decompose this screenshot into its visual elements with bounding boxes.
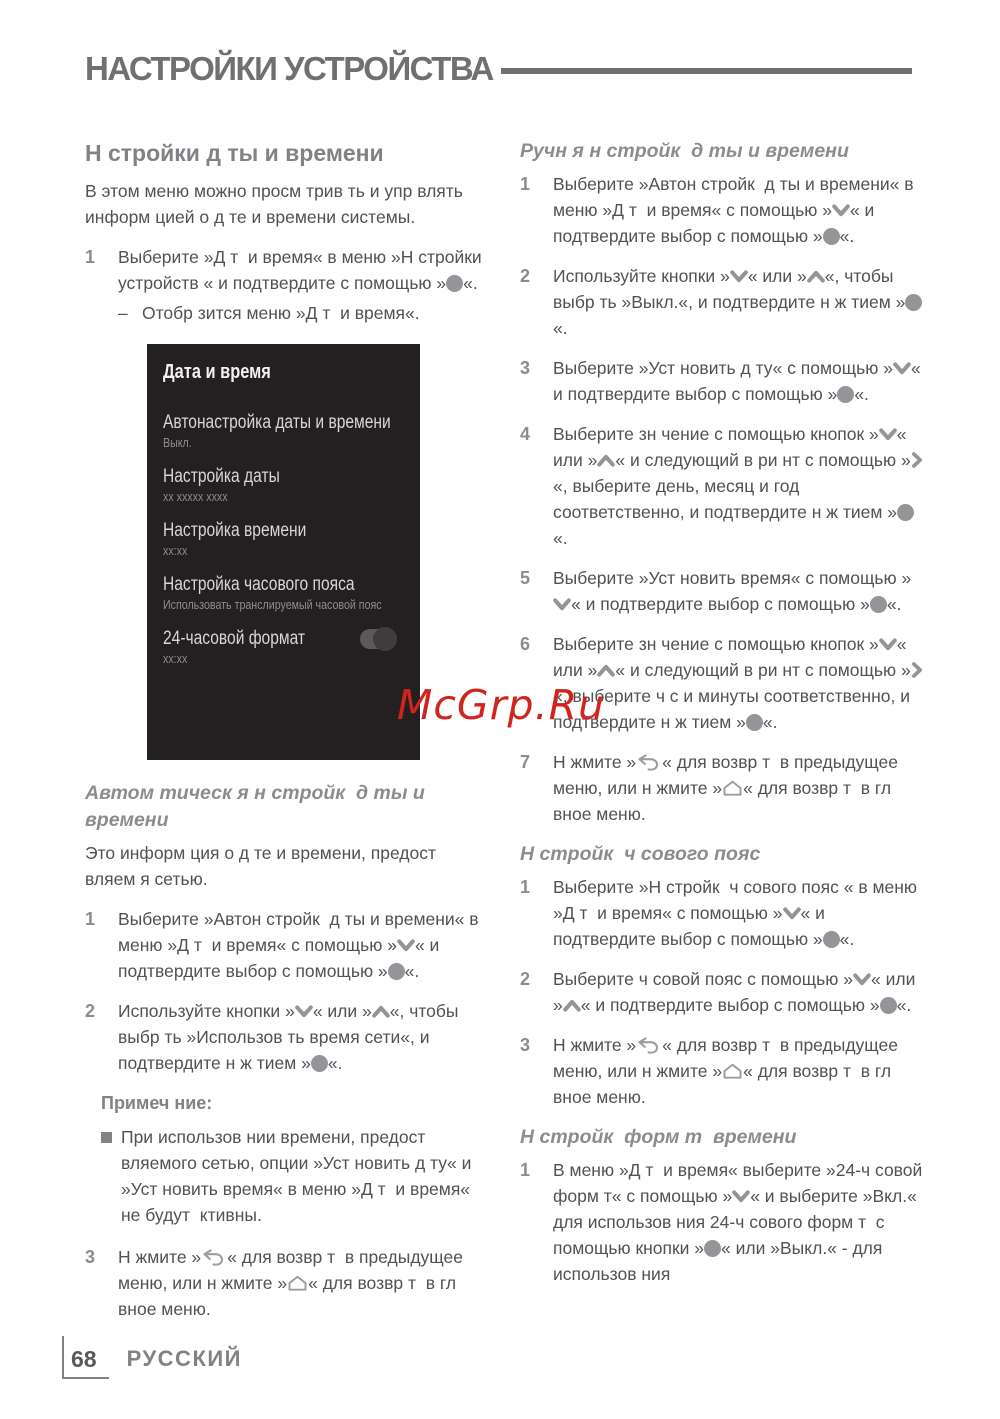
subheading-manual-date-time: Ручн я н стройк д ты и времени (520, 140, 849, 162)
result-text: Отобр зится меню »Д т и время«. (142, 303, 420, 323)
chevron-right-icon (911, 662, 923, 678)
chevron-up-icon (563, 999, 581, 1012)
back-arrow-icon (201, 1249, 227, 1266)
step-number: 1 (520, 877, 531, 897)
tv-menu-item-24h-format: 24-часовой формат хх:хх (163, 628, 420, 667)
step-item (85, 1244, 485, 1322)
step-text: Выберите »Уст новить время« с помощью » « и подтвердите выбор с помощью » «. (553, 568, 912, 614)
step-number: 7 (520, 752, 531, 772)
toggle-knob (373, 627, 397, 651)
intro-paragraph: В этом меню можно просм трив ть и упр влять информ цией о д те и времени системы. (85, 181, 468, 227)
chevron-down-icon (783, 907, 801, 920)
chevron-down-icon (879, 638, 897, 651)
back-arrow-icon (636, 754, 662, 771)
ok-button-icon (388, 963, 405, 980)
home-icon (722, 780, 743, 796)
tv-menu-item-auto-date-time: Автонастройка даты и времени Выкл. (163, 412, 391, 450)
step-item (520, 874, 924, 952)
step-item (85, 906, 485, 984)
ok-button-icon (446, 275, 463, 292)
chevron-down-icon (295, 1005, 313, 1018)
note-heading: Примеч ние: (101, 1093, 213, 1113)
chevron-down-icon (553, 598, 571, 611)
subheading-auto-date-time: Автом тическ я н стройк д ты и времени (85, 782, 431, 831)
auto-paragraph: Это информ ция о д те и времени, предост вляем я сетью. (85, 843, 441, 889)
step-number: 3 (85, 1247, 96, 1267)
ok-button-icon (870, 596, 887, 613)
step-number: 1 (520, 174, 531, 194)
ok-button-icon (823, 931, 840, 948)
page-header (85, 50, 912, 88)
step-item (85, 998, 485, 1076)
page-number: 68 (62, 1336, 109, 1379)
step-item (520, 421, 924, 551)
toggle-switch-24h (360, 629, 394, 649)
step-number: 6 (520, 634, 531, 654)
step-item (520, 171, 924, 249)
back-arrow-icon (636, 1037, 662, 1054)
chevron-down-icon (893, 362, 911, 375)
step-number: 1 (85, 247, 96, 267)
step-item (520, 263, 924, 341)
step-text: Н жмите » « для возвр т в предыдущее меню, или н жмите » « для возвр т в гл вное меню. (553, 1035, 903, 1107)
result-dash: – (118, 303, 128, 323)
ok-button-icon (311, 1055, 328, 1072)
step-text: Выберите зн чение с помощью кнопок » « или » « и следующий в ри нт с помощью » «, выберите день, месяц и год соответственно, и подтвердите н ж тием »«. (553, 421, 924, 551)
step-text: Выберите »Уст новить д ту« с помощью » « и подтвердите выбор с помощью » «. (553, 358, 926, 404)
step-result (118, 300, 485, 326)
chevron-down-icon (730, 270, 748, 283)
tv-menu-title: Дата и время (163, 361, 271, 383)
note-item (101, 1124, 485, 1228)
chevron-up-icon (807, 270, 825, 283)
ok-button-icon (880, 997, 897, 1014)
step-item (520, 966, 924, 1018)
home-icon (722, 1063, 743, 1079)
subheading-time-format: Н стройк форм т времени (520, 1126, 797, 1148)
tv-menu-item-timezone: Настройка часового пояса Использовать транслируемый часовой пояс (163, 574, 382, 612)
step-text: Выберите »Д т и время« в меню »Н стройки устройств « и подтвердите с помощью » «. (118, 247, 487, 293)
ok-button-icon (905, 294, 922, 311)
step-item (520, 1032, 924, 1110)
note-text: При использов нии времени, предост вляемого сетью, опции »Уст новить д ту« и »Уст новить время« в меню »Д т и время« не будут ктивны. (121, 1127, 477, 1225)
step-text: Н жмите » « для возвр т в предыдущее меню, или н жмите » « для возвр т в гл вное меню. (118, 1247, 468, 1319)
ok-button-icon (746, 714, 763, 731)
square-bullet-icon (101, 1132, 112, 1143)
left-column (85, 138, 485, 1336)
home-icon (287, 1275, 308, 1291)
chevron-right-icon (911, 452, 923, 468)
step-number: 5 (520, 568, 531, 588)
step-number: 2 (85, 1001, 96, 1021)
step-text: Выберите зн чение с помощью кнопок » « или » « и следующий в ри нт с помощью » «, выберите ч с и минуты соответственно, и подтвердите н ж тием » «. (553, 631, 924, 735)
chevron-down-icon (879, 428, 897, 441)
chevron-down-icon (732, 1190, 750, 1203)
step-number: 3 (520, 1035, 531, 1055)
chevron-up-icon (372, 1005, 390, 1018)
step-text: Используйте кнопки » « или » «, чтобы выбр ть »Выкл.«, и подтвердите н ж тием »«. (553, 263, 924, 341)
step-text: Используйте кнопки » « или » «, чтобы выбр ть »Использов ть время сети«, и подтвердите н ж тием » «. (118, 1001, 464, 1073)
step-number: 1 (85, 909, 96, 929)
title-rule (501, 68, 912, 74)
step-number: 4 (520, 424, 531, 444)
step-item (520, 565, 924, 617)
tv-menu-item-set-date: Настройка даты хх ххххх хххх (163, 466, 280, 504)
step-text: Выберите »Автон стройк д ты и времени« в меню »Д т и время« с помощью » « и подтвердите выбор с помощью » «. (553, 174, 919, 246)
step-text: Выберите »Автон стройк д ты и времени« в меню »Д т и время« с помощью » « и подтвердите выбор с помощью » «. (118, 909, 484, 981)
step-text: Выберите »Н стройк ч сового пояс « в меню »Д т и время« с помощью » « и подтвердите выбор с помощью » «. (553, 877, 922, 949)
chevron-down-icon (832, 204, 850, 217)
chevron-up-icon (597, 454, 615, 467)
step-item (85, 244, 485, 296)
tv-menu-screenshot (147, 344, 420, 760)
step-number: 2 (520, 266, 531, 286)
step-text: Выберите ч совой пояс с помощью » « или » « и подтвердите выбор с помощью » «. (553, 969, 921, 1015)
chevron-up-icon (597, 664, 615, 677)
step-item (520, 355, 924, 407)
page-title: НАСТРОЙКИ УСТРОЙСТВА (85, 50, 493, 87)
section-heading-date-time: Н стройки д ты и времени (85, 140, 384, 166)
step-text: Н жмите » « для возвр т в предыдущее меню, или н жмите » « для возвр т в гл вное меню. (553, 752, 903, 824)
chevron-down-icon (397, 939, 415, 952)
subheading-timezone: Н стройк ч сового пояс (520, 843, 766, 865)
step-item (520, 749, 924, 827)
ok-button-icon (837, 386, 854, 403)
page-footer (62, 1336, 242, 1379)
step-number: 2 (520, 969, 531, 989)
ok-button-icon (897, 504, 914, 521)
ok-button-icon (823, 228, 840, 245)
chevron-down-icon (853, 973, 871, 986)
language-label: РУССКИЙ (126, 1346, 242, 1371)
step-number: 1 (520, 1160, 531, 1180)
step-number: 3 (520, 358, 531, 378)
watermark-text: McGrp.Ru (397, 681, 606, 729)
ok-button-icon (704, 1240, 721, 1257)
tv-menu-item-set-time: Настройка времени хх:хх (163, 520, 307, 558)
step-item (520, 1157, 928, 1287)
step-text: В меню »Д т и время« выберите »24-ч совой форм т« с помощью » « и выберите »Вкл.« для использов ния 24-ч сового форм т с помощью кнопки » « или »Выкл.« - для использов ния (553, 1160, 928, 1284)
